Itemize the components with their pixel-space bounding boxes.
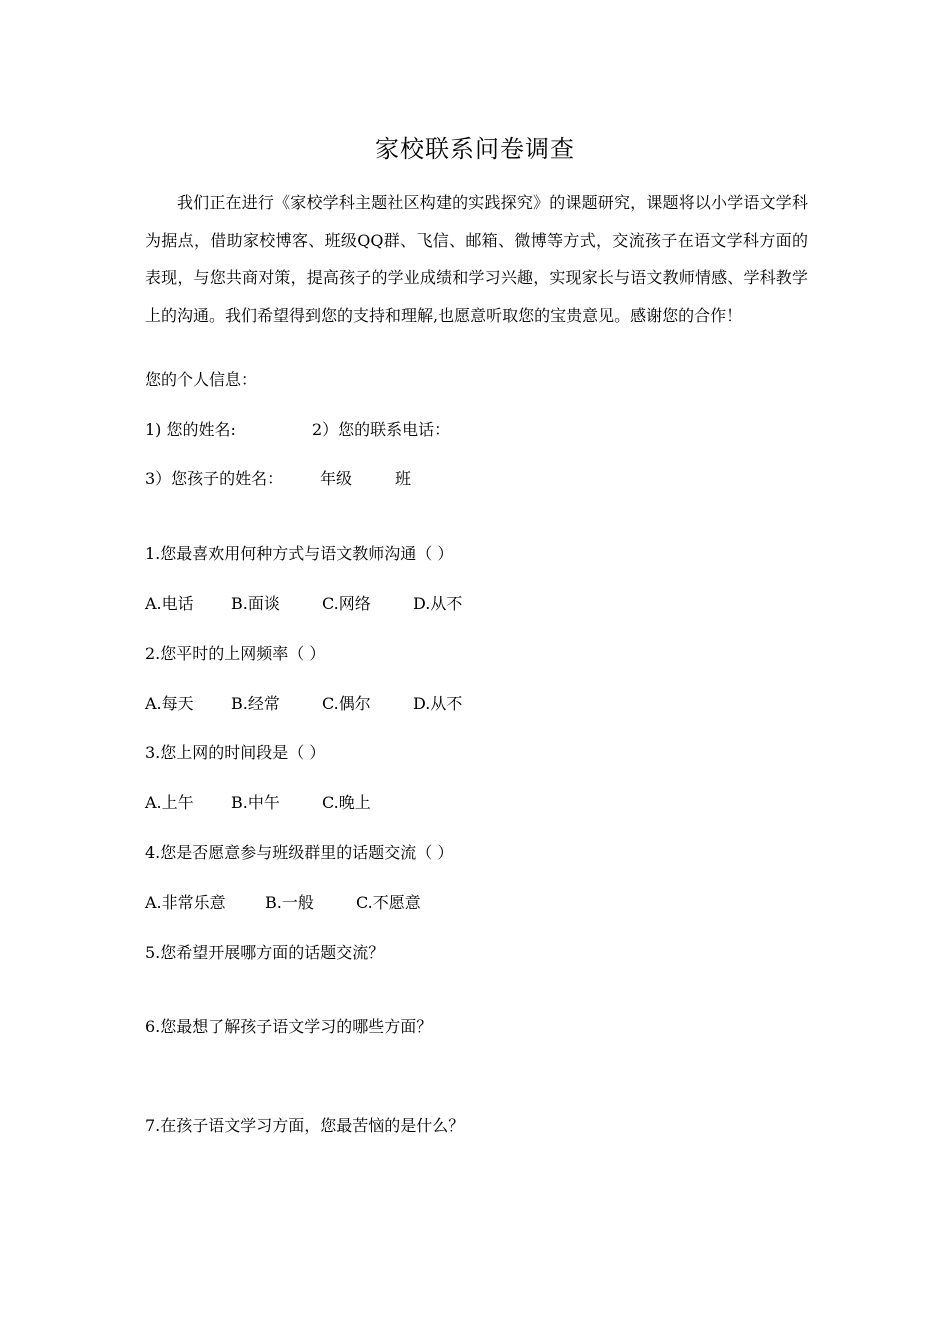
question-4-option-b: B.一般 [265,893,314,912]
question-4: 4.您是否愿意参与班级群里的话题交流（ ） [145,843,454,862]
name-label: 1) 您的姓名: [145,420,236,439]
phone-label: 2）您的联系电话： [312,420,451,439]
question-4-option-c: C.不愿意 [356,893,421,912]
class-label: 班 [395,469,412,488]
personal-info-heading: 您的个人信息： [145,370,258,389]
question-4-option-a: A.非常乐意 [145,893,226,912]
question-3-option-a: A.上午 [145,793,194,812]
question-1-option-a: A.电话 [145,594,194,613]
question-1: 1.您最喜欢用何种方式与语文教师沟通（ ） [145,544,454,563]
question-3-option-b: B.中午 [231,793,280,812]
intro-paragraph: 我们正在进行《家校学科主题社区构建的实践探究》的课题研究，课题将以小学语文学科为据点，借助家校博客、班级QQ群、飞信、邮箱、微博等方式，交流孩子在语文学科方面的表现，与您共商对策，提高孩子的学业成绩和学习兴趣，实现家长与语文教师情感、学科教学上的沟通。我们希望得到您的支持和理解,也愿意听取您的宝贵意见。感谢您的合作！ [145,193,808,325]
question-2-option-b: B.经常 [231,694,280,713]
question-2-option-a: A.每天 [145,694,194,713]
child-name-label: 3）您孩子的姓名： [145,469,284,488]
question-3-option-c: C.晚上 [322,793,371,812]
grade-label: 年级 [320,469,353,488]
page-title: 家校联系问卷调查 [375,135,575,163]
question-1-option-c: C.网络 [322,594,371,613]
question-2-option-c: C.偶尔 [322,694,371,713]
question-5: 5.您希望开展哪方面的话题交流？ [145,943,385,962]
question-7: 7.在孩子语文学习方面，您最苦恼的是什么？ [145,1116,465,1135]
question-2-option-d: D.从不 [413,694,463,713]
question-6: 6.您最想了解孩子语文学习的哪些方面？ [145,1017,433,1036]
question-2: 2.您平时的上网频率（ ） [145,644,326,663]
question-1-option-b: B.面谈 [231,594,280,613]
question-3: 3.您上网的时间段是（ ） [145,743,326,762]
question-1-option-d: D.从不 [413,594,463,613]
